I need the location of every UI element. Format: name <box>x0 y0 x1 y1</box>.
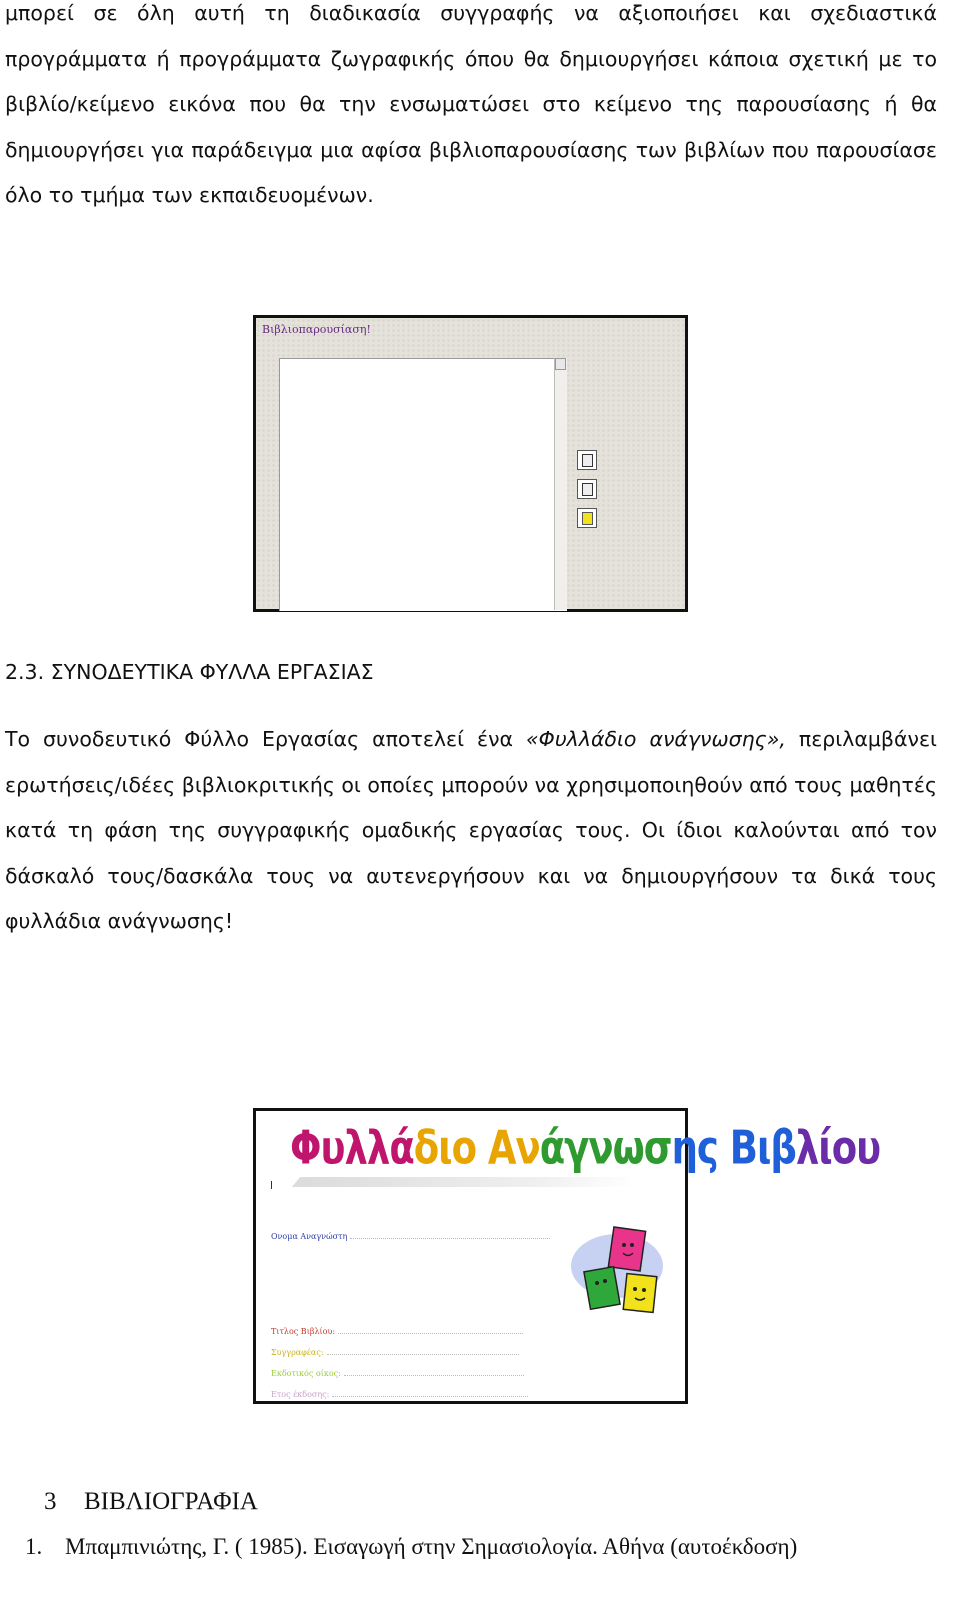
intro-line-1: μπορεί σε όλη αυτή τη διαδικασία συγγραφής να αξιοποιήσει και σχεδιαστικά <box>5 1 937 25</box>
bibliography-title: ΒΙΒΛΙΟΓΡΑΦΙΑ <box>84 1488 258 1515</box>
window-title: Βιβλιοπαρουσίαση! <box>262 323 371 336</box>
section-line-2: ερωτήσεις/ιδέες βιβλιοκριτικής οι οποίες μπορούν να χρησιμοποιηθούν από τους μαθητές <box>5 772 937 797</box>
bibliography-item-text: Μπαμπινιώτης, Γ. ( 1985). Εισαγωγή στην Σημασιολογία. Αθήνα (αυτοέκδοση) <box>65 1534 798 1559</box>
section-line-1: Το συνοδευτικό Φύλλο Εργασίας αποτελεί ένα «Φυλλάδιο ανάγνωσης», περιλαμβάνει <box>5 727 937 751</box>
text-cursor <box>271 1181 272 1189</box>
book-title-field: Τιτλος Βιβλίου: <box>271 1327 523 1336</box>
books-illustration-icon <box>569 1221 669 1331</box>
intro-line-4: δημιουργήσει για παράδειγμα μια αφίσα βιβλιοπαρουσίασης των βιβλίων που παρουσίασε <box>5 137 937 162</box>
notes-button-2[interactable] <box>577 479 597 499</box>
leaflet-term: «Φυλλάδιο ανάγνωσης», <box>526 727 786 751</box>
yellow-note-icon <box>582 512 593 525</box>
title-word-2: Ανάγνωσης <box>487 1121 718 1175</box>
author-field: Συγγραφέας: <box>271 1348 519 1357</box>
section-line-4: δάσκαλό τους/δασκάλα τους να αυτενεργήσουν και να δημιουργήσουν τα δικά τους <box>5 863 937 888</box>
notes-icon <box>582 483 593 496</box>
leaflet-title <box>290 1121 880 1175</box>
publisher-field: Εκδοτικός οίκος: <box>271 1369 524 1378</box>
scrollbar[interactable] <box>554 358 567 610</box>
title-word-3: Βιβλίου <box>729 1121 881 1175</box>
notes-icon <box>582 454 593 467</box>
bibliography-number: 3 <box>44 1488 57 1515</box>
reading-leaflet-figure <box>253 1108 881 1404</box>
reader-name-field: Ονομα Αναγνώστη <box>271 1232 550 1241</box>
title-shadow <box>292 1177 640 1187</box>
section-line-3: κατά τη φάση της συγγραφικής ομαδικής εργασίας τους. Οι ίδιοι καλούνται από τον <box>5 818 937 842</box>
year-field: Ετος έκδοσης: <box>271 1390 528 1399</box>
intro-line-2: προγράμματα ή προγράμματα ζωγραφικής όπου θα δημιουργήσει κάποια σχετική με το <box>5 46 937 71</box>
scroll-up-button[interactable] <box>555 358 566 370</box>
book-presentation-window <box>253 315 688 612</box>
bibliography-item-number: 1. <box>25 1534 43 1559</box>
presentation-text-area[interactable] <box>279 358 567 611</box>
bibliography-heading <box>44 1488 258 1516</box>
section-heading: 2.3. ΣΥΝΟΔΕΥΤΙΚΑ ΦΥΛΛΑ ΕΡΓΑΣΙΑΣ <box>5 660 374 684</box>
section-paragraph <box>5 717 937 945</box>
intro-paragraph <box>5 0 937 219</box>
intro-line-5: όλο το τμήμα των εκπαιδευομένων. <box>5 183 374 207</box>
notes-button-1[interactable] <box>577 450 597 470</box>
title-word-1: Φυλλάδιο <box>290 1121 476 1175</box>
bibliography-item <box>25 1534 797 1560</box>
yellow-note-button[interactable] <box>577 508 597 528</box>
intro-line-3: βιβλίο/κείμενο εικόνα που θα την ενσωματώσει στο κείμενο της παρουσίασης ή θα <box>5 92 937 116</box>
section-line-5: φυλλάδια ανάγνωσης! <box>5 909 234 933</box>
